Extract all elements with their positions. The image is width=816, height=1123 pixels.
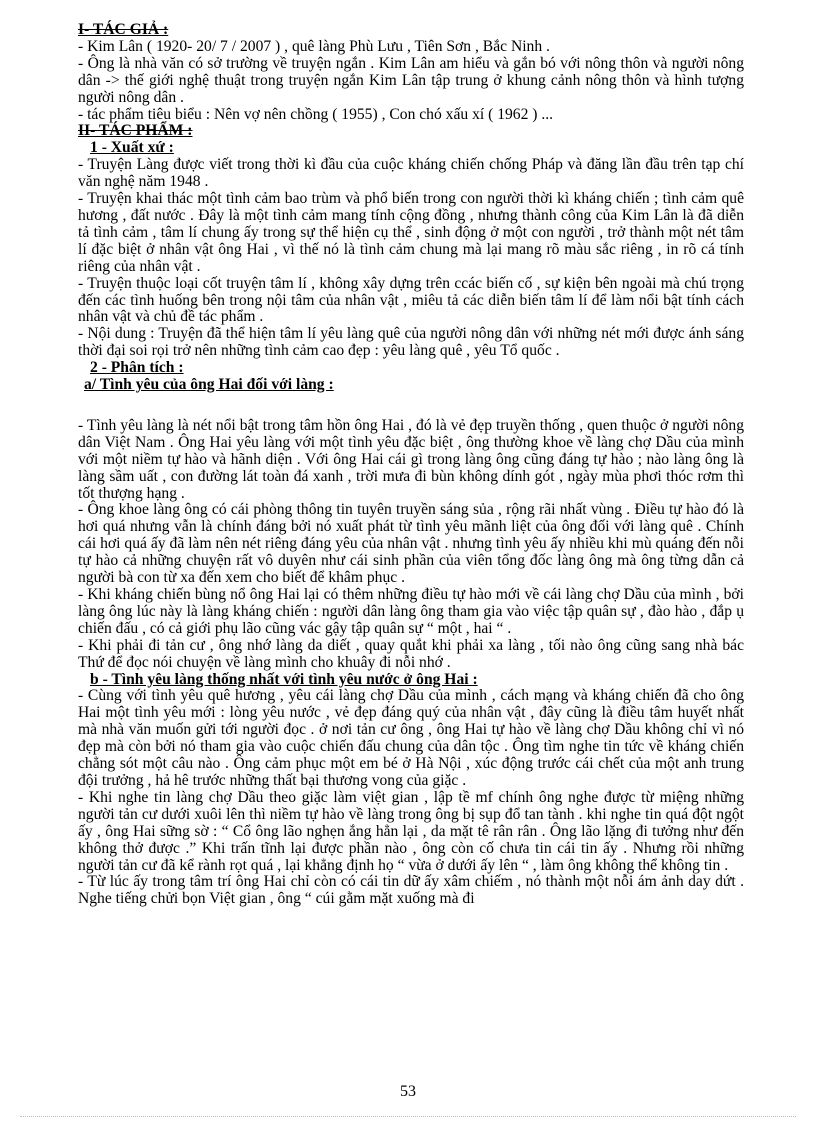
spacer bbox=[78, 394, 744, 418]
paragraph: - Truyện thuộc loại cốt truyện tâm lí , không xây dựng trên ccác biến cố , sự kiện bên ngoài mà chú trọng đến các tình huống bên trong nội tâm của nhân vật , miêu tả các diễn biến tâm lí để làm nổi bật tính cách nhân vật và chủ đề tác phẩm . bbox=[78, 274, 744, 326]
paragraph: - Tình yêu làng là nét nổi bật trong tâm hồn ông Hai , đó là vẻ đẹp truyền thống , quen thuộc ở người nông dân Việt Nam . Ông Hai yêu làng với một tình yêu đặc biệt , ông thường khoe về làng chợ Dầu của mình với một niềm tự hào và hãnh diện . Với ông Hai cái gì trong làng ông cũng đáng tự hào ; nào làng ông là làng sầm uất , con đường lát toàn đá xanh , trời mưa đi bùn không dính gót , ngày mùa phơi thóc rơm thì tốt thượng hạng . bbox=[78, 416, 744, 502]
subheading-part-b: b - Tình yêu làng thống nhất với tình yêu nước ở ông Hai : bbox=[90, 670, 478, 688]
paragraph: - Nội dung : Truyện đã thể hiện tâm lí yêu làng quê của người nông dân với những nét mới được ánh sáng thời đại soi rọi trở nên những tình cảm cao đẹp : yêu làng quê , yêu Tổ quốc . bbox=[78, 325, 744, 360]
paragraph: - Khi nghe tin làng chợ Dầu theo giặc làm việt gian , lập tề mf chính ông nghe được từ miệng những người tản cư dưới xuôi lên thì niềm tự hào về làng trong ông bị sụp đổ tan tành . khi nghe tin quá đột ngột ấy , ông Hai sững sờ : “ Cổ ông lão nghẹn ắng hẳn lại , da mặt tê rân rân . Ông lão lặng đi tưởng như đến không thở được .” Khi trấn tĩnh lại được phần nào , ông còn cố chưa tin cái tin ấy . Nhưng rồi những người tản cư đã kể rành rọt quá , lại khẳng định họ “ vừa ở dưới ấy lên “ , làm ông không thể không tin . bbox=[78, 788, 744, 874]
page-number: 53 bbox=[400, 1083, 416, 1100]
paragraph: - Ông là nhà văn có sở trường về truyện ngắn . Kim Lân am hiểu và gắn bó với nông thôn và người nông dân -> thế giới nghệ thuật trong truyện ngắn Kim Lân tập trung ở khung cảnh nông thôn và hình tượng người nông dân . bbox=[78, 54, 744, 106]
section-heading-author: I- TÁC GIẢ : bbox=[78, 21, 169, 38]
subheading-part-a: a/ Tình yêu của ông Hai đối với làng : bbox=[84, 376, 334, 394]
paragraph: - tác phẩm tiêu biểu : Nên vợ nên chồng ( 1955) , Con chó xấu xí ( 1962 ) ... bbox=[78, 105, 554, 123]
paragraph: - Kim Lân ( 1920- 20/ 7 / 2007 ) , quê làng Phù Lưu , Tiên Sơn , Bắc Ninh . bbox=[78, 37, 550, 55]
paragraph: - Từ lúc ấy trong tâm trí ông Hai chỉ còn có cái tin dữ ấy xâm chiếm , nó thành một nỗi ám ảnh day dứt . Nghe tiếng chửi bọn Việt gian , ông “ cúi gằm mặt xuống mà đi bbox=[78, 873, 744, 908]
paragraph: - Ông khoe làng ông có cái phòng thông tin tuyên truyền sáng sủa , rộng rãi nhất vùng . Điều tự hào đó là hơi quá nhưng vẫn là chính đáng bởi nó xuất phát từ tình yêu mãnh liệt của ông đối với làng quê . Chính cái hơi quá ấy đã làm nên nét riêng đáng yêu của nhân vật . nhưng tình yêu ấy nhiều khi mù quáng đến nỗi tự hào cả những chuyện rất vô duyên như cái sinh phần của viên tổng đốc làng ông mà ông từng dẫn cả người bà con từ xa đến xem cho biết để khâm phục . bbox=[78, 501, 744, 587]
paragraph: - Cùng với tình yêu quê hương , yêu cái làng chợ Dầu của mình , cách mạng và kháng chiến đã cho ông Hai một tình yêu mới : lòng yêu nước , vẻ đẹp đáng quý của nhân vật , đây cũng là điều tâm huyết nhất mà nhà văn muốn gửi tới người đọc . ở nơi tản cư ông , ông Hai tự hào về làng chợ Dầu không chỉ vì nó đẹp mà còn bởi nó tham gia vào cuộc chiến đấu chung của dân tộc . Ông tìm nghe tin tức về kháng chiến chẳng sót một câu nào . Ông cảm phục một em bé ở Hà Nội , xúc động trước cái chết của một anh trung đội trưởng , hả hê trước những thất bại thương vong của giặc . bbox=[78, 687, 744, 789]
paragraph: - Khi kháng chiến bùng nổ ông Hai lại có thêm những điều tự hào mới về cái làng chợ Dầu của mình , bởi làng ông lúc này là làng kháng chiến : người dân làng ông tham gia vào việc tập quân sự , đào hào , đắp ụ chiến đấu , có cả giới phụ lão cũng vác gậy tập quân sự “ một , hai “ . bbox=[78, 586, 744, 637]
section-heading-work: II- TÁC PHẨM : bbox=[78, 122, 193, 140]
subheading-origin: 1 - Xuất xứ : bbox=[90, 139, 174, 157]
subheading-analysis: 2 - Phân tích : bbox=[90, 359, 184, 377]
page-bottom-divider bbox=[20, 1116, 796, 1117]
document-page bbox=[78, 22, 744, 908]
paragraph: - Khi phải đi tản cư , ông nhớ làng da diết , quay quắt khi phải xa làng , tối nào ông cũng sang nhà bác Thứ để đọc nói chuyện về làng mình cho khuây đi nỗi nhớ . bbox=[78, 636, 744, 671]
paragraph: - Truyện Làng được viết trong thời kì đầu của cuộc kháng chiến chống Pháp và đăng lần đầu trên tạp chí văn nghệ năm 1948 . bbox=[78, 156, 744, 191]
paragraph: - Truyện khai thác một tình cảm bao trùm và phổ biến trong con người thời kì kháng chiến ; tình cảm quê hương , đất nước . Đây là một tình cảm mang tính cộng đồng , nhưng thành công của Kim Lân là đã diễn tả tình cảm , tâm lí chung ấy trong sự thể hiện cụ thể , sinh động ở một con người , trở thành một nét tâm lí đặc biệt ở nhân vật ông Hai , vì thế nó là tình cảm chung mà lại mang rõ màu sắc riêng , in rõ cá tính riêng của nhân vật . bbox=[78, 190, 744, 275]
